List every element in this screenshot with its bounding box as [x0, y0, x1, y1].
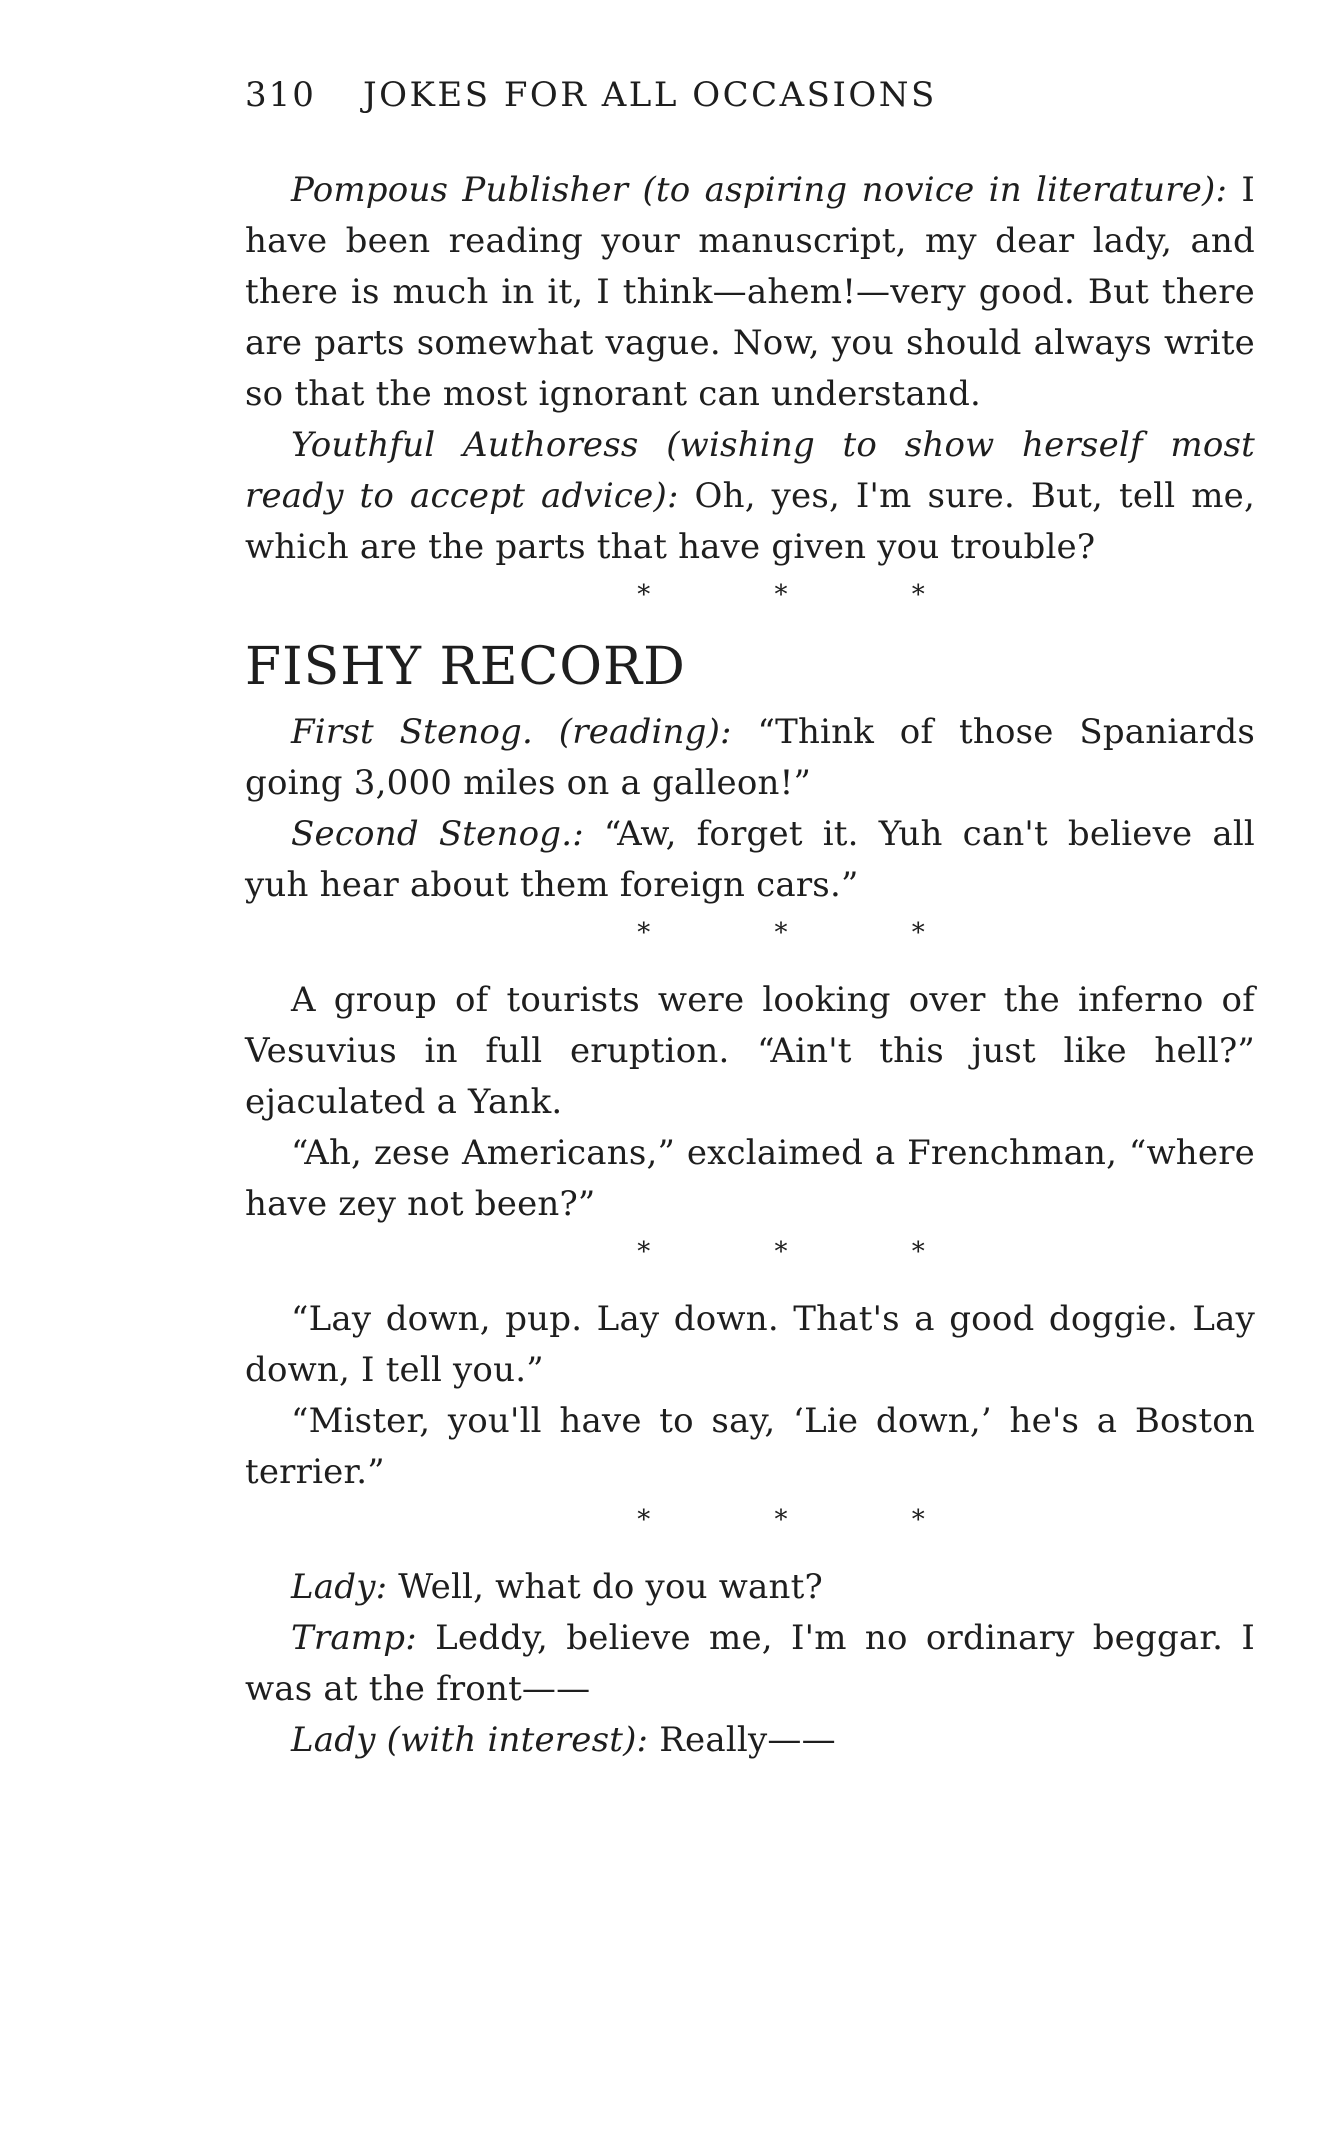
joke-1-line-1 [245, 165, 1255, 420]
joke-2-line-2 [245, 809, 1255, 911]
page-number: 310 [245, 75, 316, 115]
joke-1-line-2 [245, 420, 1255, 573]
joke-2-line-1 [245, 707, 1255, 809]
joke-5-line-2 [245, 1613, 1255, 1715]
dialogue-text: Really—— [648, 1720, 836, 1760]
speaker-name: First Stenog. [291, 712, 534, 752]
section-separator: * * * [637, 1237, 983, 1267]
speaker-name: Youthful Authoress [291, 425, 639, 465]
stage-direction: (to aspiring novice in literature): [642, 170, 1228, 210]
speaker-name: Lady: [291, 1567, 388, 1607]
dialogue-text: “Think of those Spaniards going 3,000 miles on a galleon!” [245, 712, 1255, 803]
joke-4-paragraph-2: “Mister, you'll have to say, ‘Lie down,’ he's a Boston terrier.” [245, 1401, 1255, 1492]
stage-direction: (with interest): [386, 1720, 649, 1760]
joke-3-paragraph-2: “Ah, zese Americans,” exclaimed a Frenchman, “where have zey not been?” [245, 1133, 1255, 1224]
joke-3-paragraph-1: A group of tourists were looking over the inferno of Vesuvius in full eruption. “Ain't this just like hell?” ejaculated a Yank. [245, 980, 1255, 1122]
section-separator: * * * [637, 580, 983, 610]
section-separator: * * * [637, 1505, 983, 1535]
dialogue-text: I have been reading your manuscript, my dear lady, and there is much in it, I think—ahem!—very good. But there are parts somewhat vague. Now, you should always write so that the most ignorant can understand. [245, 170, 1255, 414]
dialogue-text: Leddy, believe me, I'm no ordinary beggar. I was at the front—— [245, 1618, 1255, 1709]
book-page [245, 70, 1255, 1766]
joke-4-paragraph-1: “Lay down, pup. Lay down. That's a good doggie. Lay down, I tell you.” [245, 1299, 1255, 1390]
speaker-name: Lady [291, 1720, 376, 1760]
dialogue-text: Well, what do you want? [387, 1567, 823, 1607]
dialogue-text: “Aw, forget it. Yuh can't believe all yuh hear about them foreign cars.” [245, 814, 1255, 905]
stage-direction: (reading): [558, 712, 732, 752]
speaker-name: Pompous Publisher [291, 170, 629, 210]
stage-direction: (wishing to show herself most ready to accept advice): [245, 425, 1256, 516]
running-title: JOKES FOR ALL OCCASIONS [363, 75, 937, 115]
section-separator: * * * [637, 918, 983, 948]
section-heading: FISHY RECORD [245, 637, 686, 697]
speaker-name: Second Stenog.: [291, 814, 584, 854]
joke-5-line-1 [245, 1562, 1255, 1613]
speaker-name: Tramp: [291, 1618, 417, 1658]
dialogue-text: Oh, yes, I'm sure. But, tell me, which are the parts that have given you trouble? [245, 476, 1255, 567]
joke-5-line-3 [245, 1715, 1255, 1766]
running-head [245, 70, 1255, 121]
